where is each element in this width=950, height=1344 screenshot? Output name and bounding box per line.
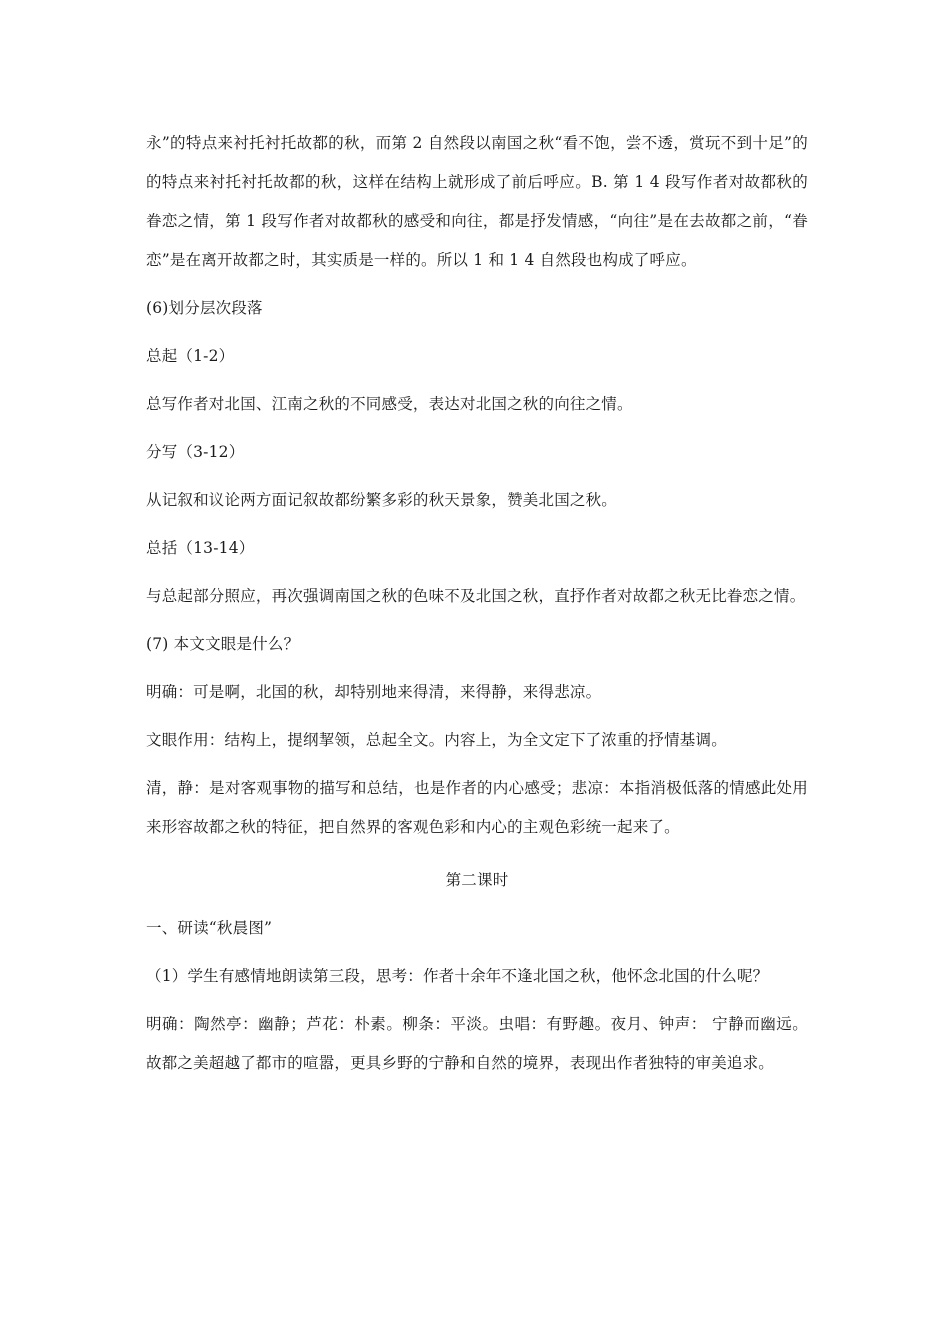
paragraph-structure-echo: 永”的特点来衬托衬托故都的秋，而第 2 自然段以南国之秋“看不饱，尝不透，赏玩不到十足”的的特点来衬托衬托故都的秋，这样在结构上就形成了前后呼应。B. 第 1 4 段写作者对故都秋的眷恋之情，第 1 段写作者对故都秋的感受和向往，都是抒发情感，“向往”是在去故都之前，“眷恋”是在离开故都之时，其实质是一样的。所以 1 和 1 4 自然段也构成了呼应。 bbox=[146, 134, 808, 269]
question-1-prompt: （1）学生有感情地朗读第三段，思考：作者十余年不逢北国之秋，他怀念北国的什么呢？ bbox=[146, 967, 769, 985]
question-6-heading: (6)划分层次段落 bbox=[146, 299, 263, 317]
section-detail-label: 分写（3-12） bbox=[146, 443, 245, 461]
document-body bbox=[146, 124, 808, 1083]
section-summary-text: 与总起部分照应，再次强调南国之秋的色味不及北国之秋，直抒作者对故都之秋无比眷恋之情。 bbox=[146, 587, 806, 605]
qing-jing-explanation: 清，静：是对客观事物的描写和总结，也是作者的内心感受；悲凉：本指消极低落的情感此处用来形容故都之秋的特征，把自然界的客观色彩和内心的主观色彩统一起来了。 bbox=[146, 779, 808, 836]
part-1-heading: 一、研读“秋晨图” bbox=[146, 919, 273, 937]
answer-autumn-morning: 明确：陶然亭：幽静；芦花：朴素。柳条：平淡。虫唱：有野趣。夜月、钟声： 宁静而幽远。故都之美超越了都市的喧嚣，更具乡野的宁静和自然的境界，表现出作者独特的审美追求。 bbox=[146, 1015, 808, 1072]
section-intro-text: 总写作者对北国、江南之秋的不同感受，表达对北国之秋的向往之情。 bbox=[146, 395, 633, 413]
section-intro-label: 总起（1-2） bbox=[146, 347, 235, 365]
section-detail-text: 从记叙和议论两方面记叙故都纷繁多彩的秋天景象，赞美北国之秋。 bbox=[146, 491, 618, 509]
question-7-heading: (7) 本文文眼是什么？ bbox=[146, 635, 300, 653]
text-eye-function: 文眼作用：结构上，提纲挈领，总起全文。内容上，为全文定下了浓重的抒情基调。 bbox=[146, 731, 727, 749]
section-summary-label: 总括（13-14） bbox=[146, 539, 255, 557]
lesson-2-title: 第二课时 bbox=[445, 871, 509, 889]
answer-text-eye: 明确：可是啊，北国的秋，却特别地来得清，来得静，来得悲凉。 bbox=[146, 683, 602, 701]
